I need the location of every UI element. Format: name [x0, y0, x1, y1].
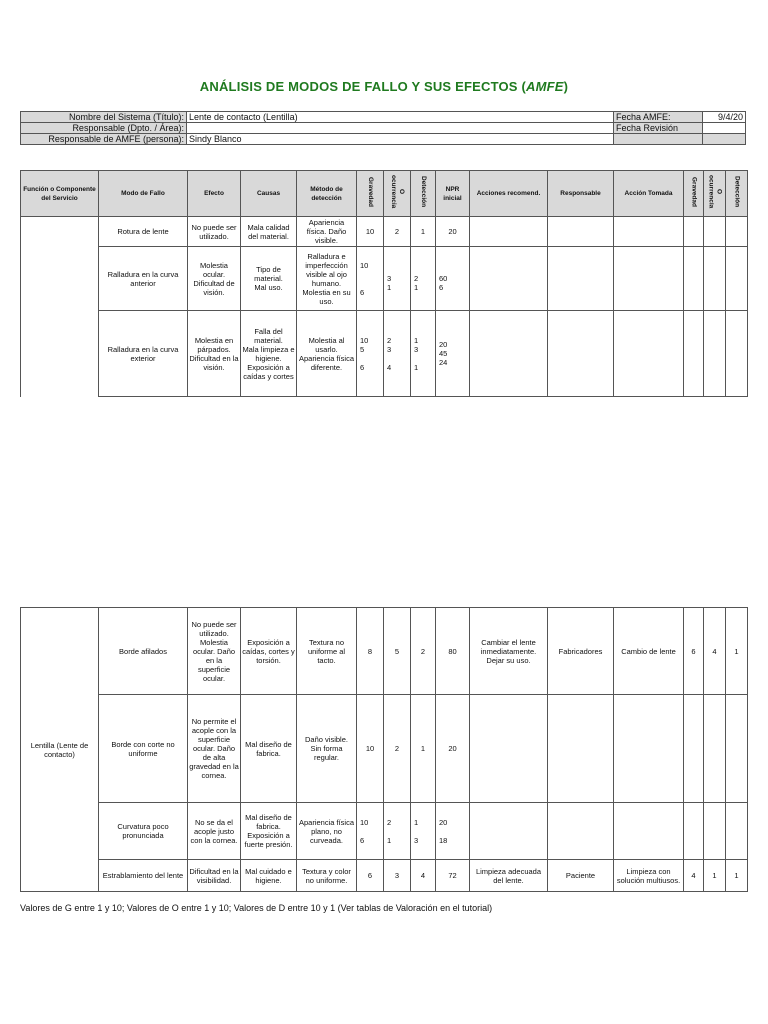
footer-note: Valores de G entre 1 y 10; Valores de O entre 1 y 10; Valores de D entre 10 y 1 (Ver tablas de Valoración en el tutorial) — [20, 903, 493, 913]
npr-cell: 60 6 — [436, 247, 470, 311]
sistema-label: Nombre del Sistema (Título): — [21, 112, 187, 123]
acciones-cell — [470, 217, 548, 247]
d2-cell — [726, 247, 748, 311]
accion-tomada-cell — [614, 311, 684, 397]
metodo-cell: Daño visible. Sin forma regular. — [297, 695, 357, 803]
metodo-cell: Apariencia física plano, no curveada. — [297, 803, 357, 860]
metodo-cell: Molestia al usarlo. Apariencia física diferente. — [297, 311, 357, 397]
causas-cell: Mala calidad del material. — [241, 217, 297, 247]
metodo-cell: Ralladura e imperfección visible al ojo humano. Molestia en su uso. — [297, 247, 357, 311]
g2-cell — [684, 803, 704, 860]
g-cell: 10 5 6 — [357, 311, 384, 397]
causas-cell: Mal diseño de fabrica. — [241, 695, 297, 803]
d2-cell — [726, 311, 748, 397]
accion-tomada-cell — [614, 247, 684, 311]
acciones-cell — [470, 311, 548, 397]
col-causas: Causas — [241, 171, 297, 217]
d-cell: 4 — [411, 860, 436, 892]
g2-cell — [684, 311, 704, 397]
o-cell: 2 3 4 — [384, 311, 411, 397]
npr-cell: 80 — [436, 608, 470, 695]
amfe-table-2 — [20, 607, 748, 892]
modo-cell: Rotura de lente — [99, 217, 188, 247]
responsable-cell: Paciente — [548, 860, 614, 892]
causas-cell: Falla del material. Mala limpieza e higiene. Exposición a caídas y cortes — [241, 311, 297, 397]
accion-tomada-cell: Cambio de lente — [614, 608, 684, 695]
npr-cell: 20 — [436, 217, 470, 247]
modo-cell: Ralladura en la curva exterior — [99, 311, 188, 397]
col-g: Gravedad — [357, 171, 384, 217]
d2-cell — [726, 217, 748, 247]
col-metodo: Método de detección — [297, 171, 357, 217]
efecto-cell: No puede ser utilizado. — [188, 217, 241, 247]
o-cell: 5 — [384, 608, 411, 695]
col-funcion: Función o Componente del Servicio — [21, 171, 99, 217]
efecto-cell: No permite el acople con la superficie ocular. Daño de alta gravedad en la cornea. — [188, 695, 241, 803]
d2-cell: 1 — [726, 860, 748, 892]
fecha-amfe-value: 9/4/20 — [703, 112, 746, 123]
col-modo: Modo de Fallo — [99, 171, 188, 217]
responsable-value — [187, 123, 614, 134]
empty-cell — [703, 134, 746, 145]
d-cell: 1 — [411, 695, 436, 803]
fecha-revision-value — [703, 123, 746, 134]
header-row — [21, 171, 748, 217]
acciones-cell: Limpieza adecuada del lente. — [470, 860, 548, 892]
g2-cell: 6 — [684, 608, 704, 695]
d-cell: 2 — [411, 608, 436, 695]
metodo-cell: Textura no uniforme al tacto. — [297, 608, 357, 695]
resp-amfe-label: Responsable de AMFE (persona): — [21, 134, 187, 145]
causas-cell: Mal diseño de fabrica. Exposición a fuerte presión. — [241, 803, 297, 860]
table-row — [21, 803, 748, 860]
responsable-cell — [548, 695, 614, 803]
col-o: O ocurrencia — [384, 171, 411, 217]
o2-cell — [704, 311, 726, 397]
responsable-cell — [548, 247, 614, 311]
col-g2: Gravedad — [684, 171, 704, 217]
metodo-cell: Textura y color no uniforme. — [297, 860, 357, 892]
o-cell: 2 1 — [384, 803, 411, 860]
resp-amfe-value: Sindy Blanco — [187, 134, 614, 145]
col-accion-tomada: Acción Tomada — [614, 171, 684, 217]
responsable-cell — [548, 217, 614, 247]
acciones-cell — [470, 695, 548, 803]
modo-cell: Borde con corte no uniforme — [99, 695, 188, 803]
npr-cell: 20 — [436, 695, 470, 803]
o2-cell — [704, 247, 726, 311]
d2-cell — [726, 803, 748, 860]
causas-cell: Exposición a caídas, cortes y torsión. — [241, 608, 297, 695]
acciones-cell — [470, 247, 548, 311]
col-responsable: Responsable — [548, 171, 614, 217]
amfe-table-1 — [20, 170, 748, 397]
g2-cell — [684, 695, 704, 803]
table-row — [21, 860, 748, 892]
fecha-amfe-label: Fecha AMFE: — [614, 112, 703, 123]
empty-cell — [614, 134, 703, 145]
g-cell: 6 — [357, 860, 384, 892]
o-cell: 3 1 — [384, 247, 411, 311]
o2-cell: 1 — [704, 860, 726, 892]
g-cell: 10 — [357, 217, 384, 247]
accion-tomada-cell: Limpieza con solución multiusos. — [614, 860, 684, 892]
g2-cell — [684, 247, 704, 311]
g2-cell — [684, 217, 704, 247]
function-cell — [21, 217, 99, 397]
g-cell: 8 — [357, 608, 384, 695]
table-row — [21, 217, 748, 247]
d-cell: 1 — [411, 217, 436, 247]
efecto-cell: No se da el acople justo con la cornea. — [188, 803, 241, 860]
fecha-revision-label: Fecha Revisión — [614, 123, 703, 134]
responsable-label: Responsable (Dpto. / Área): — [21, 123, 187, 134]
acciones-cell: Cambiar el lente inmediatamente. Dejar su uso. — [470, 608, 548, 695]
efecto-cell: Molestia en párpados. Dificultad en la visión. — [188, 311, 241, 397]
d2-cell — [726, 695, 748, 803]
d2-cell: 1 — [726, 608, 748, 695]
sistema-value: Lente de contacto (Lentilla) — [187, 112, 614, 123]
o2-cell — [704, 217, 726, 247]
causas-cell: Mal cuidado e higiene. — [241, 860, 297, 892]
d-cell: 1 3 1 — [411, 311, 436, 397]
d-cell: 1 3 — [411, 803, 436, 860]
o2-cell: 4 — [704, 608, 726, 695]
function-cell: Lentilla (Lente de contacto) — [21, 608, 99, 892]
responsable-cell — [548, 311, 614, 397]
g-cell: 10 — [357, 695, 384, 803]
o-cell: 2 — [384, 217, 411, 247]
causas-cell: Tipo de material. Mal uso. — [241, 247, 297, 311]
col-npr: NPR inicial — [436, 171, 470, 217]
o-cell: 3 — [384, 860, 411, 892]
table-row — [21, 247, 748, 311]
efecto-cell: Molestia ocular. Dificultad de visión. — [188, 247, 241, 311]
table-row — [21, 311, 748, 397]
o2-cell — [704, 695, 726, 803]
info-table — [20, 111, 746, 145]
accion-tomada-cell — [614, 695, 684, 803]
col-d: Detección — [411, 171, 436, 217]
col-d2: Detección — [726, 171, 748, 217]
o2-cell — [704, 803, 726, 860]
g2-cell: 4 — [684, 860, 704, 892]
modo-cell: Estrablamiento del lente — [99, 860, 188, 892]
modo-cell: Ralladura en la curva anterior — [99, 247, 188, 311]
efecto-cell: No puede ser utilizado. Molestia ocular. Daño en la superficie ocular. — [188, 608, 241, 695]
responsable-cell: Fabricadores — [548, 608, 614, 695]
npr-cell: 20 45 24 — [436, 311, 470, 397]
g-cell: 10 6 — [357, 247, 384, 311]
modo-cell: Borde afilados — [99, 608, 188, 695]
npr-cell: 20 18 — [436, 803, 470, 860]
table-row — [21, 608, 748, 695]
table-row — [21, 695, 748, 803]
acciones-cell — [470, 803, 548, 860]
accion-tomada-cell — [614, 803, 684, 860]
metodo-cell: Apariencia física. Daño visible. — [297, 217, 357, 247]
o-cell: 2 — [384, 695, 411, 803]
col-efecto: Efecto — [188, 171, 241, 217]
g-cell: 10 6 — [357, 803, 384, 860]
responsable-cell — [548, 803, 614, 860]
accion-tomada-cell — [614, 217, 684, 247]
efecto-cell: Dificultad en la visibilidad. — [188, 860, 241, 892]
npr-cell: 72 — [436, 860, 470, 892]
d-cell: 2 1 — [411, 247, 436, 311]
col-o2: O ocurrencia — [704, 171, 726, 217]
page-title: ANÁLISIS DE MODOS DE FALLO Y SUS EFECTOS (AMFE) — [199, 79, 569, 94]
col-acciones: Acciones recomend. — [470, 171, 548, 217]
modo-cell: Curvatura poco pronunciada — [99, 803, 188, 860]
